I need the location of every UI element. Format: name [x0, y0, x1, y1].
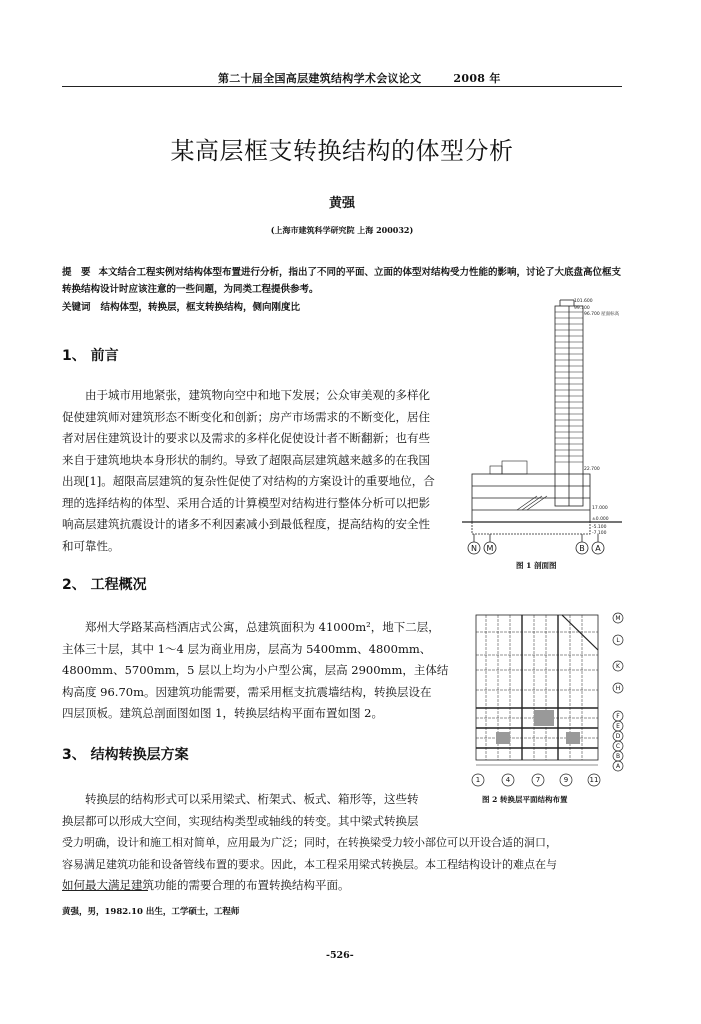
line: 响高层建筑抗震设计的诸多不利因素减小到最低程度，提高结构的安全性	[62, 517, 430, 531]
line: 主体三十层，其中 1～4 层为商业用房，层高为 5400mm、4800mm、	[62, 641, 432, 656]
keywords-text: 结构体型，转换层，框支转换结构，侧向刚度比	[100, 302, 301, 313]
line: 转换层的结构形式可以采用梁式、桁架式、板式、箱形等，这些转	[85, 792, 419, 806]
axis-bubble-N: N	[471, 544, 477, 553]
line: 促使建筑师对建筑形态不断变化和创新；房产市场需求的不断变化，居住	[62, 409, 430, 424]
section-3-heading: 3、 结构转换层方案	[62, 747, 189, 763]
author-footnote: 黄强，男，1982.10 出生，工学硕士，工程师	[62, 907, 240, 917]
axis-bubble-11: 11	[589, 776, 599, 784]
axis-bubble-E: E	[616, 723, 620, 730]
axis-bubble-C: C	[615, 743, 621, 750]
line: 理的选择结构的体型、采用合适的计算模型对结构进行整体分析可以把影	[62, 495, 430, 510]
axis-bubble-K: K	[616, 663, 620, 670]
keywords-label: 关键词	[62, 302, 91, 313]
axis-bubble-B: B	[579, 544, 585, 553]
section-1-body	[62, 385, 460, 557]
line: 由于城市用地紧张，建筑物向空中和地下发展；公众审美观的多样化	[85, 388, 430, 402]
axis-bubble-7: 7	[535, 776, 541, 784]
line: 四层顶板。建筑总剖面图如图 1，转换层结构平面布置如图 2。	[62, 706, 383, 720]
axis-bubble-4: 4	[505, 776, 511, 784]
abstract-text: 本文结合工程实例对结构体型布置进行分析，指出了不同的平面、立面的体型对结构受力性能的影响，讨论了大底盘高位框支转换结构设计时应该注意的一些问题，为同类工程提供参考。	[62, 267, 622, 295]
paper-title: 某高层框支转换结构的体型分析	[170, 137, 514, 165]
axis-bubble-M: M	[486, 544, 494, 553]
elevation-label: -7.100	[592, 531, 607, 536]
axis-bubble-L: L	[616, 637, 620, 644]
line: 和可靠性。	[62, 538, 120, 553]
abstract	[62, 264, 624, 298]
section-1-heading: 1、 前言	[62, 348, 119, 364]
line: 出现[1]。超限高层建筑的复杂性促使了对结构的方案设计的重要地位，合	[62, 474, 435, 488]
figure-1-caption: 图 1 剖面图	[516, 561, 557, 570]
figure-2-caption: 图 2 转换层平面结构布置	[482, 795, 568, 804]
axis-bubble-1: 1	[475, 776, 481, 784]
line: 受力明确，设计和施工相对简单，应用最为广泛；同时，在转换梁受力较小部位可以开设合适的洞口，	[62, 836, 557, 849]
keywords	[62, 299, 300, 313]
abstract-label: 提 要	[62, 267, 91, 278]
line: 4800mm、5700mm，5 层以上均为小户型公寓，层高 2900mm，主体结	[62, 663, 449, 677]
running-header	[218, 70, 501, 86]
conference-name: 第二十届全国高层建筑结构学术会议论文	[218, 72, 422, 85]
elevation-label: 22.700	[584, 467, 600, 472]
elevation-label: 17.000	[592, 506, 608, 511]
line: 者对居住建筑设计的要求以及需求的多样化促使设计者不断翻新；也有些	[62, 431, 430, 445]
axis-bubble-M: M	[615, 615, 621, 622]
axis-bubble-F: F	[616, 713, 620, 720]
figure-2-plan-drawing	[466, 610, 628, 790]
section-2-heading: 2、 工程概况	[62, 577, 147, 593]
figure-1-section-drawing	[462, 296, 624, 558]
line: 来自于建筑地块本身形状的制约。导致了超限高层建筑越来越多的在我国	[62, 452, 430, 467]
axis-bubble-H: H	[615, 685, 621, 692]
line: 如何最大满足建筑功能的需要合理的布置转换结构平面。	[62, 878, 350, 892]
line: 容易满足建筑功能和设备管线布置的要求。因此，本工程采用梁式转换层。本工程结构设计的难点在与	[62, 857, 557, 871]
axis-bubble-D: D	[615, 733, 621, 740]
page-number: -526-	[326, 950, 354, 961]
header-rule	[62, 86, 622, 87]
line: 换层都可以形成大空间，实现结构类型或轴线的转变。其中梁式转换层	[62, 813, 419, 828]
conference-year: 2008 年	[453, 72, 501, 85]
elevation-label: 96.700 屋面标高	[584, 312, 620, 317]
elevation-label: 101.600	[574, 299, 593, 304]
affiliation: (上海市建筑科学研究院 上海 200032)	[270, 225, 414, 235]
axis-bubble-A: A	[595, 544, 601, 553]
line: 郑州大学路某高档酒店式公寓，总建筑面积为 41000m²，地下二层，	[85, 620, 440, 634]
axis-bubble-B: B	[615, 753, 621, 760]
section-3-body	[62, 789, 624, 897]
elevation-label: -5.100	[592, 525, 607, 530]
axis-bubble-A: A	[615, 763, 621, 770]
author: 黄强	[328, 196, 355, 211]
section-2-body	[62, 617, 460, 725]
axis-bubble-9: 9	[563, 776, 569, 784]
elevation-label: ±0.000	[592, 517, 609, 522]
footnote-rule	[62, 890, 148, 891]
line: 构高度 96.70m。因建筑功能需要，需采用框支抗震墙结构，转换层设在	[62, 684, 432, 699]
elevation-label: 99.100	[574, 306, 590, 311]
